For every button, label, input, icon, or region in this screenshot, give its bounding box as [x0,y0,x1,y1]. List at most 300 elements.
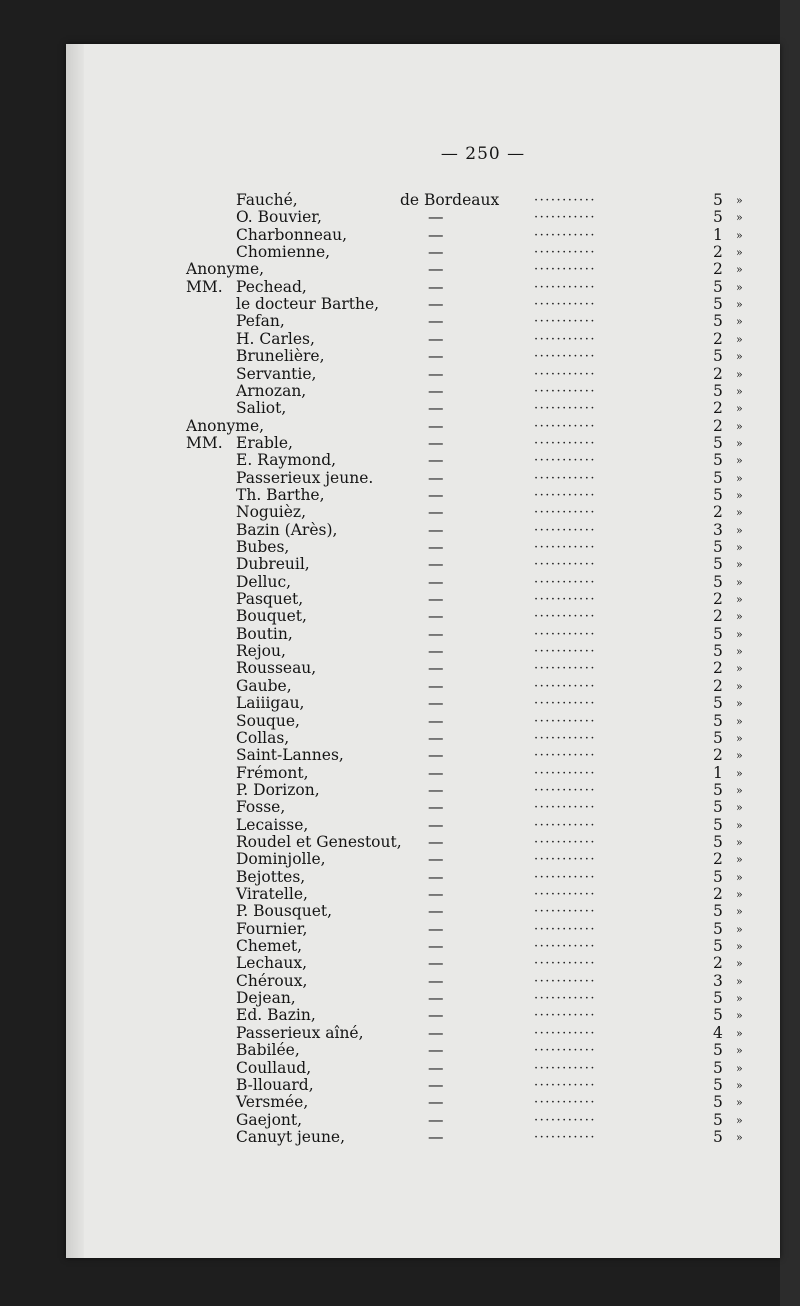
list-item [66,869,780,886]
amount: 5 [713,798,723,817]
subscriber-name: Dejean, [236,989,296,1008]
list-item [66,799,780,816]
amount-suffix: » [736,194,743,207]
amount-suffix: » [736,645,743,659]
leader-dots: ··········· [534,401,596,417]
origin-text: — [428,798,444,817]
amount-suffix: » [736,1044,743,1058]
amount: 5 [713,555,723,574]
origin-text: — [428,277,444,296]
list-item [66,886,780,903]
leader-dots: ··········· [534,210,596,226]
subscriber-name: Coullaud, [236,1058,312,1077]
amount: 5 [713,832,723,851]
amount: 5 [713,919,723,938]
amount: 5 [713,902,723,921]
subscriber-name: Bejottes, [236,867,306,886]
subscriber-name: Dubreuil, [236,555,310,574]
amount-suffix: » [736,870,743,884]
subscriber-name: Noguièz, [236,503,307,522]
background-right [780,0,800,1306]
origin-text: — [428,815,444,834]
origin-text: — [428,347,444,366]
subscriber-name: Versmée, [236,1093,309,1112]
origin-text: — [428,607,444,626]
leader-dots: ··········· [534,626,596,642]
list-item [66,643,780,660]
amount-suffix: » [736,454,743,468]
subscriber-name: Souque, [236,711,300,730]
list-item [66,366,780,383]
subscriber-name: Canuyt jeune, [236,1127,346,1146]
leader-dots: ··········· [534,921,596,937]
amount-suffix: » [736,350,743,364]
amount-suffix: » [736,714,743,728]
origin-text: — [428,1006,444,1025]
subscriber-name: Erable, [236,433,293,452]
list-item [66,921,780,938]
subscriber-name: Chomienne, [236,243,331,262]
subscriber-name: Rejou, [236,642,286,661]
origin-text: — [428,381,444,400]
origin-text: — [428,728,444,747]
list-item [66,1094,780,1111]
list-item [66,209,780,226]
list-item [66,435,780,452]
list-item [66,990,780,1007]
list-item [66,574,780,591]
list-item [66,1025,780,1042]
list-item [66,782,780,799]
origin-text: — [428,243,444,262]
amount: 2 [713,607,723,626]
list-item [66,452,780,469]
list-item [66,261,780,278]
subscriber-name: Roudel et Genestout, [236,832,402,851]
amount-suffix: » [736,280,743,294]
subscriber-name: Arnozan, [236,381,307,400]
subscriber-name: Pechead, [236,277,307,296]
leader-dots: ··········· [534,383,596,399]
amount-suffix: » [736,835,743,849]
list-item [66,227,780,244]
leader-dots: ··········· [534,557,596,573]
amount: 5 [713,1127,723,1146]
leader-dots: ··········· [534,869,596,885]
origin-text: — [428,295,444,314]
amount-suffix: » [736,957,743,971]
amount-suffix: » [736,471,743,485]
list-item [66,348,780,365]
subscriber-name: Ed. Bazin, [236,1006,316,1025]
amount-suffix: » [736,541,743,554]
subscriber-name: Bubes, [236,538,290,556]
leader-dots: ··········· [534,1112,596,1128]
list-item [66,973,780,990]
origin-text: — [428,1075,444,1094]
list-item [66,591,780,608]
amount-suffix: » [736,1078,743,1092]
leader-dots: ··········· [534,522,596,538]
amount-suffix: » [736,783,743,797]
leader-dots: ··········· [534,713,596,729]
subscriber-name: Babilée, [236,1041,300,1060]
amount: 5 [713,624,723,643]
list-item [66,713,780,730]
amount-suffix: » [736,263,743,277]
leader-dots: ··········· [534,939,596,955]
list-item [66,626,780,643]
origin-text: — [428,624,444,643]
list-item [66,504,780,521]
list-item [66,817,780,834]
amount: 2 [713,850,723,869]
leader-dots: ··········· [534,193,596,208]
leader-dots: ··········· [534,678,596,694]
subscriber-name: Bouquet, [236,607,307,626]
subscriber-name: Gaube, [236,676,292,695]
subscriber-name: Laiiigau, [236,694,305,713]
origin-text: — [428,468,444,487]
leader-dots: ··········· [534,314,596,330]
origin-text: — [428,451,444,470]
amount-suffix: » [736,1113,743,1127]
amount: 1 [713,225,723,244]
amount: 5 [713,867,723,886]
leader-dots: ··········· [534,661,596,677]
list-item [66,418,780,435]
origin-text: — [428,1023,444,1042]
amount-suffix: » [736,558,743,572]
amount: 5 [713,295,723,314]
subscriber-name: Passerieux jeune. [236,468,374,487]
list-item [66,192,780,209]
leader-dots: ··········· [534,696,596,712]
origin-text: — [428,590,444,609]
subscriber-name: Fauché, [236,191,298,209]
amount-suffix: » [736,766,743,780]
amount: 2 [713,659,723,678]
amount-suffix: » [736,679,743,693]
origin-text: — [428,1110,444,1129]
amount-suffix: » [736,246,743,260]
amount: 3 [713,971,723,990]
amount-suffix: » [736,211,743,225]
origin-text: — [428,850,444,869]
amount: 2 [713,329,723,348]
leader-dots: ··········· [534,435,596,451]
origin-text: — [428,399,444,418]
list-item [66,747,780,764]
list-item [66,903,780,920]
amount: 5 [713,1075,723,1094]
list-item [66,522,780,539]
leader-dots: ··········· [534,279,596,295]
subscriber-name: B-llouard, [236,1075,314,1094]
leader-dots: ··········· [534,748,596,764]
origin-text: — [428,485,444,504]
leader-dots: ··········· [534,227,596,243]
amount-suffix: » [736,488,743,502]
leader-dots: ··········· [534,470,596,486]
amount-suffix: » [736,1096,743,1110]
origin-text: — [428,1127,444,1146]
amount: 2 [713,399,723,418]
origin-text: — [428,954,444,973]
amount: 2 [713,590,723,609]
leader-dots: ··········· [534,904,596,920]
leader-dots: ··········· [534,973,596,989]
amount: 5 [713,815,723,834]
subscriber-name: Pasquet, [236,590,304,609]
list-item [66,556,780,573]
subscriber-name: Frémont, [236,763,309,782]
list-item [66,1129,780,1146]
list-item [66,851,780,868]
subscriber-name: Collas, [236,728,290,747]
amount-suffix: » [736,332,743,346]
subscriber-name: Servantie, [236,364,317,383]
leader-dots: ··········· [534,331,596,347]
list-item [66,938,780,955]
amount-suffix: » [736,402,743,416]
amount-suffix: » [736,974,743,988]
amount-suffix: » [736,905,743,919]
subscriber-name: Chemet, [236,937,303,956]
leader-dots: ··········· [534,453,596,469]
amount: 2 [713,260,723,279]
origin-text: — [428,694,444,713]
amount-suffix: » [736,992,743,1006]
amount-suffix: » [736,853,743,867]
subscriber-name: E. Raymond, [236,451,337,470]
leader-dots: ··········· [534,366,596,382]
subscriber-name: Rousseau, [236,659,317,678]
amount-suffix: » [736,1026,743,1040]
list-item [66,834,780,851]
origin-text: — [428,433,444,452]
amount: 5 [713,277,723,296]
amount-suffix: » [736,1061,743,1075]
origin-text: — [428,937,444,956]
list-item [66,1042,780,1059]
list-item [66,244,780,261]
leader-dots: ··········· [534,505,596,521]
subscriber-name: Saliot, [236,399,287,418]
leader-dots: ··········· [534,262,596,278]
origin-text: — [428,989,444,1008]
origin-text: — [428,971,444,990]
amount-suffix: » [736,697,743,711]
leader-dots: ··········· [534,852,596,868]
leader-dots: ··········· [534,1095,596,1111]
subscriber-name: Anonyme, [186,416,265,435]
amount: 2 [713,503,723,522]
amount: 2 [713,676,723,695]
leader-dots: ··········· [534,817,596,833]
origin-text: — [428,832,444,851]
amount: 5 [713,485,723,504]
list-item [66,1007,780,1024]
amount-suffix: » [736,315,743,329]
subscriber-name: Fournier, [236,919,308,938]
subscriber-name: Bazin (Arès), [236,520,338,539]
amount-suffix: » [736,419,743,433]
amount: 2 [713,885,723,903]
list-item [66,313,780,330]
leader-dots: ··········· [534,800,596,816]
origin-text: — [428,867,444,886]
origin-text: — [428,312,444,331]
amount: 5 [713,1006,723,1025]
leader-dots: ··········· [534,1008,596,1024]
amount: 5 [713,451,723,470]
leader-dots: ··········· [534,765,596,781]
leader-dots: ··········· [534,349,596,365]
origin-text: — [428,572,444,591]
amount-suffix: » [736,228,743,242]
subscriber-name: Chéroux, [236,971,308,990]
origin-text: — [428,503,444,522]
leader-dots: ··········· [534,574,596,590]
leader-dots: ··········· [534,834,596,850]
origin-text: — [428,555,444,574]
leader-dots: ··········· [534,418,596,434]
origin-text: — [428,416,444,435]
amount: 2 [713,364,723,383]
origin-text: — [428,711,444,730]
leader-dots: ··········· [534,592,596,608]
list-item [66,470,780,487]
subscriber-name: Passerieux aîné, [236,1023,364,1042]
leader-dots: ··········· [534,956,596,972]
amount-suffix: » [736,367,743,381]
amount-suffix: » [736,506,743,520]
origin-text: — [428,225,444,244]
subscriber-name: Dominjolle, [236,850,326,869]
origin-text: — [428,642,444,661]
amount-suffix: » [736,298,743,312]
honorific-prefix: MM. [186,433,223,452]
subscriber-name: Viratelle, [236,885,308,903]
origin-text: — [428,260,444,279]
amount: 5 [713,937,723,956]
list-item [66,539,780,556]
amount-suffix: » [736,731,743,745]
amount-suffix: » [736,384,743,398]
leader-dots: ··········· [534,1060,596,1076]
leader-dots: ··········· [534,1043,596,1059]
subscriber-name: Charbonneau, [236,225,348,244]
list-item [66,955,780,972]
list-item [66,279,780,296]
honorific-prefix: MM. [186,277,223,296]
amount: 5 [713,468,723,487]
amount: 5 [713,1041,723,1060]
amount-suffix: » [736,801,743,815]
list-item [66,660,780,677]
list-item [66,608,780,625]
amount: 5 [713,694,723,713]
origin-text: — [428,364,444,383]
page-number: — 250 — [440,144,526,164]
list-item [66,331,780,348]
list-item [66,296,780,313]
list-item [66,383,780,400]
leader-dots: ··········· [534,245,596,261]
amount-suffix: » [736,610,743,624]
origin-text: — [428,676,444,695]
list-item [66,695,780,712]
subscriber-name: Pefan, [236,312,285,331]
amount: 2 [713,416,723,435]
leader-dots: ··········· [534,297,596,313]
list-item [66,1077,780,1094]
leader-dots: ··········· [534,487,596,503]
leader-dots: ··········· [534,1025,596,1041]
amount: 5 [713,1093,723,1112]
amount-suffix: » [736,1130,743,1144]
leader-dots: ··········· [534,609,596,625]
amount-suffix: » [736,523,743,537]
list-item [66,678,780,695]
list-item [66,730,780,747]
amount: 2 [713,243,723,262]
amount-suffix: » [736,922,743,936]
amount: 5 [713,208,723,227]
origin-text: de Bordeaux [400,191,500,209]
subscriber-name: Th. Barthe, [236,485,325,504]
subscriber-name: Gaejont, [236,1110,303,1129]
amount-suffix: » [736,888,743,901]
amount-suffix: » [736,818,743,832]
amount-suffix: » [736,593,743,607]
origin-text: — [428,538,444,556]
leader-dots: ··········· [534,540,596,555]
subscriber-name: P. Dorizon, [236,780,320,799]
origin-text: — [428,919,444,938]
amount: 3 [713,520,723,539]
subscriber-name: Fosse, [236,798,286,817]
origin-text: — [428,885,444,903]
origin-text: — [428,1041,444,1060]
amount: 4 [713,1023,723,1042]
subscriber-name: O. Bouvier, [236,208,322,227]
origin-text: — [428,1093,444,1112]
leader-dots: ··········· [534,730,596,746]
origin-text: — [428,1058,444,1077]
subscriber-name: Delluc, [236,572,292,591]
amount: 5 [713,312,723,331]
amount: 2 [713,954,723,973]
amount: 5 [713,642,723,661]
list-item [66,400,780,417]
list-item [66,1112,780,1129]
book-page [66,44,780,1258]
amount: 5 [713,538,723,556]
amount-suffix: » [736,436,743,450]
amount: 5 [713,381,723,400]
amount: 5 [713,1058,723,1077]
leader-dots: ··········· [534,991,596,1007]
amount-suffix: » [736,940,743,954]
amount: 5 [713,728,723,747]
subscriber-name: Brunelière, [236,347,325,366]
amount: 5 [713,572,723,591]
amount-suffix: » [736,1009,743,1023]
leader-dots: ··········· [534,887,596,902]
origin-text: — [428,659,444,678]
